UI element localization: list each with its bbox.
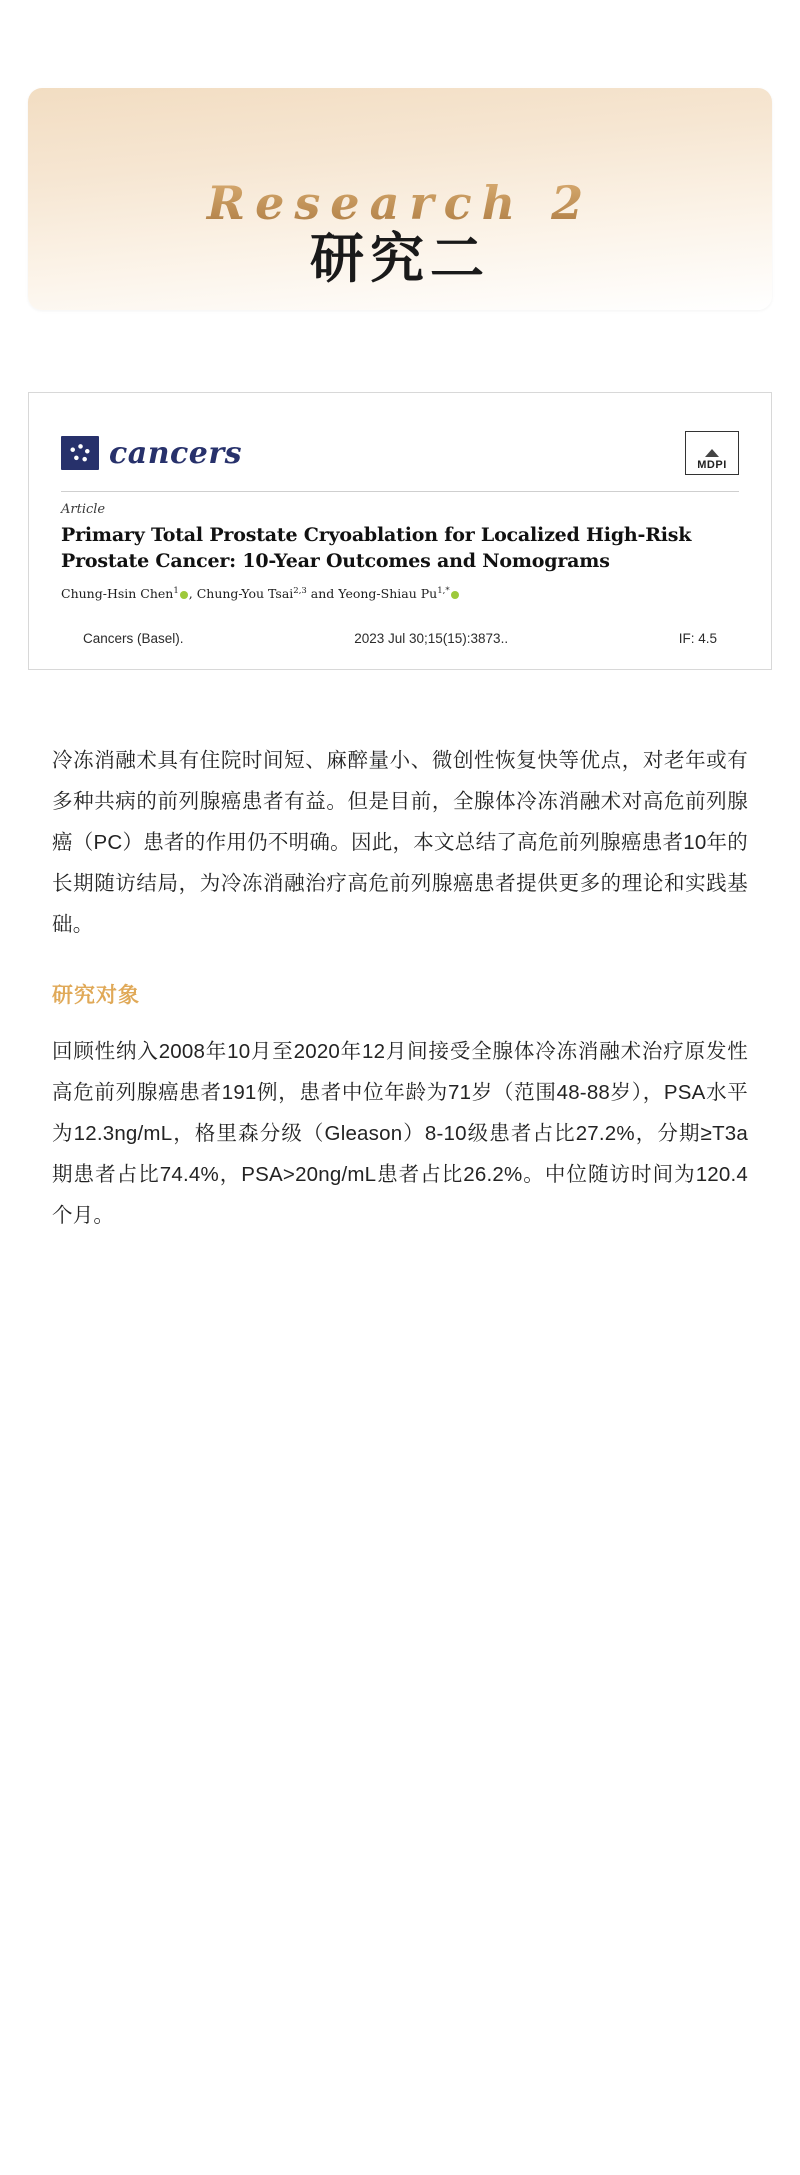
subjects-paragraph: 回顾性纳入2008年10月至2020年12月间接受全腺体冷冻消融术治疗原发性高危前列腺癌患者191例，患者中位年龄为71岁（范围48-88岁），PSA水平为12.3ng/mL，格里森分级（Gleason）8-10级患者占比27.2%，分期≥T3a期患者占比74.4%，PSA>20ng/mL患者占比26.2%。中位随访时间为120.4个月。 xyxy=(52,1040,748,1227)
article-body xyxy=(52,740,748,1236)
author-2-affiliation: 2,3 xyxy=(293,586,307,597)
orcid-icon xyxy=(180,591,188,599)
banner-script-title: Research 2 xyxy=(28,176,772,230)
divider xyxy=(61,491,739,492)
author-3-affiliation: 1,* xyxy=(437,586,450,597)
mdpi-logo-icon xyxy=(685,431,739,475)
article-type: Article xyxy=(61,502,106,517)
citation-detail: 2023 Jul 30;15(15):3873.. xyxy=(354,631,509,647)
orcid-icon xyxy=(451,591,459,599)
article-title: Primary Total Prostate Cryoablation for Localized High-Risk Prostate Cancer: 10-Year Outcomes and Nomograms xyxy=(61,524,692,572)
card-footer xyxy=(61,631,739,646)
research-banner xyxy=(28,88,772,310)
page-root xyxy=(0,88,800,2175)
intro-paragraph: 冷冻消融术具有住院时间短、麻醉量小、微创性恢复快等优点，对老年或有多种共病的前列腺癌患者有益。但是目前，全腺体冷冻消融术对高危前列腺癌（PC）患者的作用仍不明确。因此，本文总结了高危前列腺癌患者10年的长期随访结局，为冷冻消融治疗高危前列腺癌患者提供更多的理论和实践基础。 xyxy=(52,749,748,936)
author-3-name: and Yeong-Shiau Pu xyxy=(306,586,438,602)
author-2-name: , Chung-You Tsai xyxy=(188,586,294,602)
journal-article-card xyxy=(28,392,772,670)
cancers-logo-icon xyxy=(61,436,99,470)
journal-name: cancers xyxy=(109,435,243,471)
banner-chinese-title: 研究二 xyxy=(310,226,490,290)
author-1-affiliation: 1 xyxy=(173,586,179,597)
section-heading-subjects: 研究对象 xyxy=(52,984,140,1007)
journal-logo xyxy=(61,436,242,471)
author-list xyxy=(61,586,739,601)
journal-reference: Cancers (Basel). xyxy=(83,631,184,647)
author-1-name: Chung-Hsin Chen xyxy=(61,586,174,602)
hexagon-icon xyxy=(705,449,719,457)
card-header xyxy=(61,427,739,479)
mdpi-label: MDPI xyxy=(697,459,727,471)
impact-factor: IF: 4.5 xyxy=(678,631,717,647)
